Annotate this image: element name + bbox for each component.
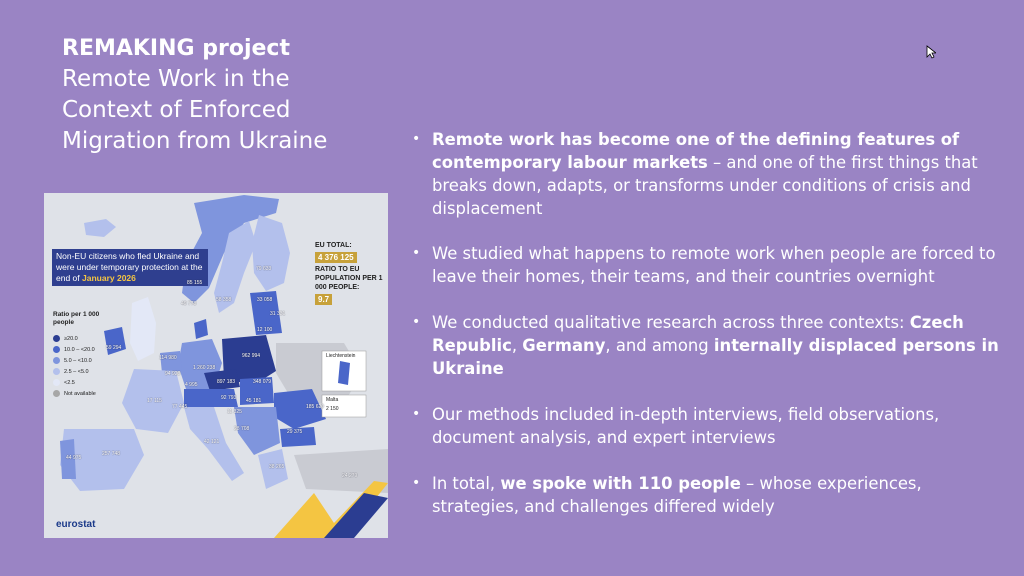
legend-swatch	[53, 335, 60, 342]
legend-label: 2.5 – <5.0	[64, 368, 89, 375]
map-legend-title: Non-EU citizens who fled Ukraine and were under temporary protection at the end of January 2026	[52, 249, 208, 286]
map-value-label: 33 058	[257, 297, 273, 303]
map-value-label: 114 980	[159, 355, 177, 361]
map-legend	[53, 333, 96, 399]
legend-item	[53, 333, 96, 344]
bullet-5: • In total, we spoke with 110 people – whose experiences, strategies, and challenges differed widely	[412, 472, 1002, 518]
map-value-label: 4 995	[185, 382, 198, 388]
bullet-3: • We conducted qualitative research across three contexts: Czech Republic, Germany, and among internally displaced persons in Ukraine	[412, 311, 1002, 380]
ratio-eu-label: RATIO TO EU POPULATION PER 1 000 PEOPLE:	[315, 266, 383, 291]
legend-label: ≥20.0	[64, 335, 78, 342]
legend-label: 5.0 – <10.0	[64, 357, 92, 364]
legend-label: Not available	[64, 390, 96, 397]
eu-total-value: 4 376 125	[315, 252, 357, 263]
subtitle-line-1: Remote Work in the	[62, 66, 290, 92]
map-value-label: 29 375	[287, 429, 303, 435]
project-title: REMAKING project	[62, 36, 290, 61]
map-value-label: 28 708	[234, 426, 250, 432]
legend-swatch	[53, 379, 60, 386]
ratio-eu-value: 9.7	[315, 294, 332, 305]
map-value-label: 59 294	[106, 345, 122, 351]
legend-item	[53, 355, 96, 366]
map-value-label: 38 265	[269, 464, 285, 470]
map-value-label: 44 975	[66, 455, 82, 461]
map-value-label: 897 183	[217, 379, 236, 385]
inset-malta-label: Malta	[326, 397, 339, 403]
bullet-4: • Our methods included in-depth interviews, field observations, document analysis, and expert interviews	[412, 403, 1002, 449]
eu-total-box: EU TOTAL: 4 376 125 RATIO TO EU POPULATION PER 1 000 PEOPLE: 9.7	[315, 241, 385, 307]
map-value-label: 962 994	[242, 353, 261, 359]
legend-swatch	[53, 346, 60, 353]
map-value-label: 58 358	[216, 297, 232, 303]
legend-item	[53, 344, 96, 355]
map-value-label: 42 121	[204, 439, 220, 445]
subtitle-line-3: Migration from Ukraine	[62, 128, 328, 154]
legend-item	[53, 377, 96, 388]
legend-label: 10.0 – <20.0	[64, 346, 95, 353]
map-value-label: 79 633	[256, 266, 272, 272]
inset-malta-value: 2 150	[326, 406, 339, 412]
legend-swatch	[53, 368, 60, 375]
map-value-label: 1 260 238	[193, 365, 216, 371]
map-value-label: 12 100	[257, 327, 273, 333]
slide-title-block	[62, 34, 392, 157]
legend-ratio-label: Ratio per 1 000 people	[53, 311, 100, 326]
subtitle-line-2: Context of Enforced	[62, 97, 291, 123]
map-value-label: 348 079	[253, 379, 272, 385]
legend-item	[53, 388, 96, 399]
map-value-label: 17 115	[147, 398, 162, 404]
eurostat-map	[44, 193, 388, 538]
map-value-label: 92 793	[221, 395, 237, 401]
map-value-label: 11 325	[227, 409, 242, 415]
legend-swatch	[53, 390, 60, 397]
map-value-label: 257 748	[102, 451, 121, 457]
legend-swatch	[53, 357, 60, 364]
map-value-label: 49 778	[181, 301, 197, 307]
map-value-label: 185 620	[306, 404, 325, 410]
bullet-2: • We studied what happens to remote work when people are forced to leave their homes, their teams, and their countries overnight	[412, 242, 1002, 288]
map-value-label: 94 923	[165, 371, 181, 377]
map-value-label: 24 279	[342, 473, 358, 479]
map-value-label: 31 331	[270, 311, 286, 317]
legend-item	[53, 366, 96, 377]
inset-liechtenstein-label: Liechtenstein	[326, 353, 356, 359]
bullet-1: • Remote work has become one of the defining features of contemporary labour markets – and one of the first things that breaks down, adapts, or transforms under conditions of crisis and displacement	[412, 128, 1002, 220]
map-value-label: 85 155	[187, 280, 203, 286]
mouse-cursor-icon	[926, 45, 936, 59]
map-value-label: 45 181	[246, 398, 262, 404]
legend-label: <2.5	[64, 379, 75, 386]
map-value-label: 77 445	[172, 404, 188, 410]
eurostat-logo: eurostat	[56, 519, 96, 530]
bullet-list	[412, 128, 1002, 541]
